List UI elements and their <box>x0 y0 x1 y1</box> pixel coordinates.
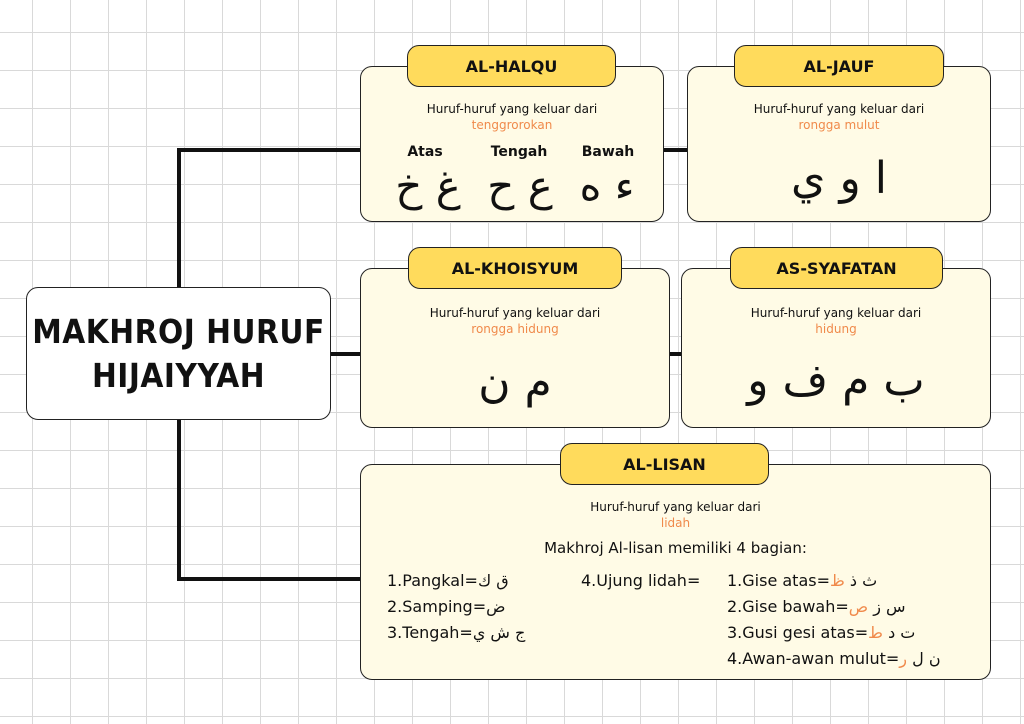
syafatan-location: hidung <box>815 322 857 336</box>
lisan-description: Huruf-huruf yang keluar dari lidah <box>361 499 990 531</box>
main-title-line2: HIJAIYYAH <box>91 355 266 395</box>
jauf-letters: ا و ي <box>791 153 887 204</box>
card-khoisyum <box>360 268 670 428</box>
lisan-ujung-gusi: 3.Gusi gesi atas= ت د ط <box>727 623 916 642</box>
halqu-label-atas: Atas <box>407 144 443 160</box>
lisan-item-pangkal: 1.Pangkal=ق ك <box>387 571 509 590</box>
lisan-ujung-label: 4.Ujung lidah= <box>581 571 701 590</box>
main-title <box>32 310 325 398</box>
main-title-box <box>26 287 331 420</box>
halqu-letters-tengah: ع ح <box>487 161 553 210</box>
main-title-line1: MAKHROJ HURUF <box>32 311 325 351</box>
connector-bottom <box>177 577 363 581</box>
badge-syafatan: AS-SYAFATAN <box>730 247 943 289</box>
halqu-letters-bawah: ء ه <box>579 161 635 210</box>
halqu-label-bawah: Bawah <box>581 144 635 160</box>
badge-lisan: AL-LISAN <box>560 443 769 485</box>
halqu-letters-atas: غ خ <box>395 161 461 210</box>
lisan-item-tengah: 3.Tengah=ج ش ي <box>387 623 526 642</box>
halqu-label-tengah: Tengah <box>490 144 548 160</box>
jauf-description: Huruf-huruf yang keluar dari rongga mulut <box>688 101 990 133</box>
lisan-location: lidah <box>660 516 691 530</box>
connector-khoisyum-syafatan <box>668 352 682 356</box>
card-syafatan <box>681 268 991 428</box>
badge-jauf: AL-JAUF <box>734 45 944 87</box>
badge-halqu: AL-HALQU <box>407 45 616 87</box>
connector-top <box>177 148 363 152</box>
lisan-ujung-awan: 4.Awan-awan mulut= ن ل ر <box>727 649 941 668</box>
khoisyum-location: rongga hidung <box>471 322 559 336</box>
halqu-description: Huruf-huruf yang keluar dari tenggrorokan <box>361 101 663 133</box>
lisan-item-samping: 2.Samping=ض <box>387 597 506 616</box>
card-jauf <box>687 66 991 222</box>
syafatan-letters: ب م ف و <box>747 355 925 406</box>
lisan-intro: Makhroj Al-lisan memiliki 4 bagian: <box>544 539 807 557</box>
jauf-location: rongga mulut <box>798 118 880 132</box>
khoisyum-description: Huruf-huruf yang keluar dari rongga hidung <box>361 305 669 337</box>
khoisyum-letters: م ن <box>478 357 552 408</box>
syafatan-description: Huruf-huruf yang keluar dari hidung <box>682 305 990 337</box>
lisan-ujung-gise-bawah: 2.Gise bawah= س ز ص <box>727 597 906 616</box>
connector-middle <box>331 352 362 356</box>
connector-halqu-jauf <box>662 148 688 152</box>
badge-khoisyum: AL-KHOISYUM <box>408 247 622 289</box>
lisan-ujung-gise-atas: 1.Gise atas= ث ذ ظ <box>727 571 878 590</box>
halqu-location: tenggrorokan <box>471 118 553 132</box>
card-lisan <box>360 464 991 680</box>
card-halqu <box>360 66 664 222</box>
